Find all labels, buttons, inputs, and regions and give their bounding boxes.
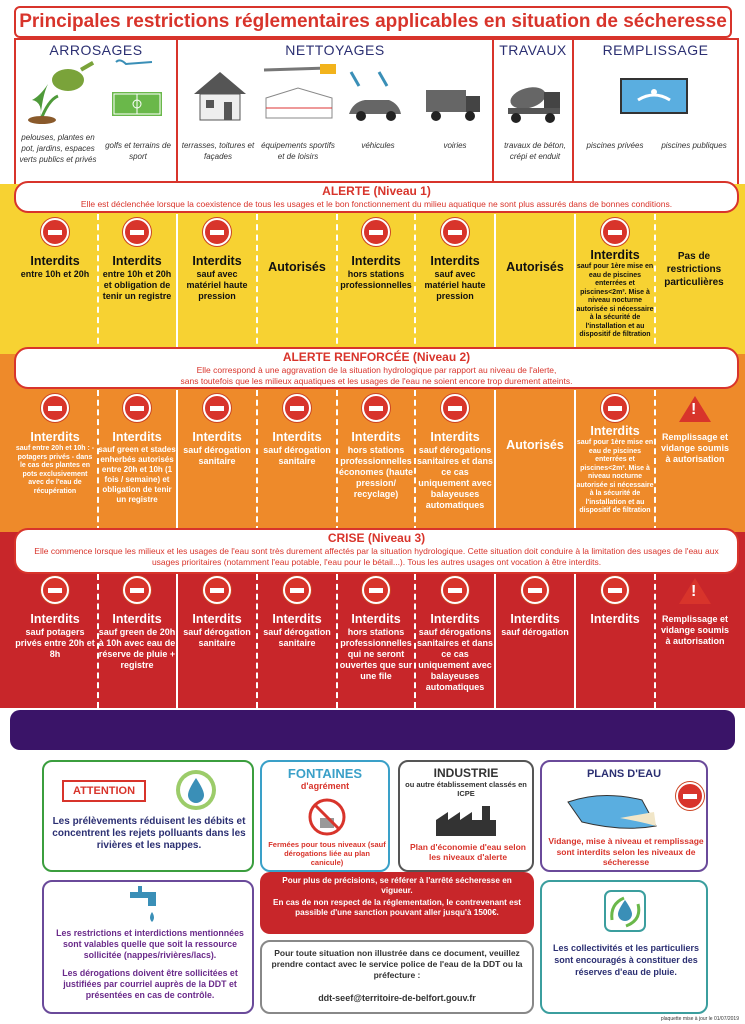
page-title: Principales restrictions réglementaires applicables en situation de sécheresse [14,6,732,38]
category-travaux-label: TRAVAUX [499,42,567,58]
crise-banner [14,528,739,574]
use-piscines-publiques: piscines publiques [661,141,727,150]
factory-icon [432,806,504,838]
category-remplissage-label: REMPLISSAGE [602,42,709,58]
alerte-banner [14,181,739,213]
use-golfs: golfs et terrains de sport [105,141,171,161]
alerte-description: Elle est déclenchée lorsque la coexistence de tous les usages et le bon fonctionnement du milieu aquatique ne sont plus assurés dans de bonnes conditions. [80,199,673,209]
alerte-cell-terrasses: Interdits sauf avec matériel haute pression [178,218,256,302]
renforcee-cell-piscines-publiques: ! Remplissage et vidange soumis à autorisation [658,396,732,465]
use-equipements: équipements sportifs et de loisirs [261,141,335,161]
renforcee-cell-pelouses: Interdits sauf entre 20h et 10h : - potagers privés - dans le cas des plantes en pots exclusivement avec de l'eau de récupération [14,394,96,496]
use-voiries: voiries [443,141,467,150]
contact-box [260,940,534,1014]
renforcee-cell-piscines-privees: Interdits sauf pour 1ère mise en eau de piscines enterrées et piscines<2m³. Mise à niveau nocturne autorisée si nécessaire à la sécurité de l'installation et au dispositif de filtration [576,394,654,516]
use-vehicules: véhicules [361,141,395,150]
no-entry-icon [521,576,549,604]
cement-mixer-icon [504,82,564,124]
industrie-title: INDUSTRIE [433,766,499,780]
restrictions-text-1: Les restrictions et interdictions mentionnées sont valables quelle que soit la ressource sollicitée (nappes/rivières/lacs). [56,928,244,960]
crise-description: Elle commence lorsque les milieux et les usages de l'eau sont très durement affectés par la situation hydrologique. Cette situation doit conduire à la limitation des usages de l'eau aux usages prioritaires (notamment l'eau potable, l'eau pour le bétail...). Tous les autres usages ont vocation à être interdits. [34,546,719,567]
fontaines-subtitle: d'agrément [300,781,350,791]
warning-icon: ! [679,578,711,604]
plans-eau-title: PLANS D'EAU [586,768,662,780]
alerte-cell-vehicules: Interdits hors stations professionnelles [338,218,414,291]
precisions-box [260,872,534,934]
fontaines-box [260,760,390,872]
watering-can-icon [18,56,96,124]
crise-cell-golfs: Interdits sauf green de 20h à 10h avec eau de réserve de pluie + registre [98,576,176,671]
use-pelouses: pelouses, plantes en pot, jardins, espaces verts publics et privés [19,133,97,164]
renforcee-cell-terrasses: Interdits sauf dérogation sanitaire [178,394,256,467]
no-entry-icon [283,394,311,422]
no-entry-icon [41,576,69,604]
football-field-icon [108,56,168,118]
attention-text: Les prélèvements réduisent les débits et concentrent les rejets polluants dans les rivières et les nappes. [52,816,246,851]
no-entry-icon [362,576,390,604]
attention-label: ATTENTION [62,780,146,802]
renforcee-cell-equipements: Interdits sauf dérogation sanitaire [258,394,336,467]
water-drop-icon [174,768,218,812]
renforcee-cell-golfs: Interdits sauf green et stades enherbés autorisés entre 20h et 10h (1 fois / semaine) et obligation de tenir un registre [98,394,176,505]
street-sweeper-icon [424,82,484,124]
crise-cell-terrasses: Interdits sauf dérogation sanitaire [178,576,256,649]
swimming-pool-icon [620,78,688,114]
no-entry-icon [123,394,151,422]
no-entry-icon [203,218,231,246]
crise-title: CRISE (Niveau 3) [327,531,426,545]
tap-icon [126,884,166,924]
category-nettoyages-label: NETTOYAGES [285,42,385,58]
renforcee-description-1: Elle correspond à une aggravation de la situation hydrologique par rapport au niveau de l'alerte, [196,365,557,375]
restrictions-box [42,880,254,1014]
plans-eau-text: Vidange, mise à niveau et remplissage sont interdits selon les niveaux de sécheresse [548,836,704,867]
alerte-title: ALERTE (Niveau 1) [322,184,431,198]
pressure-washer-icon [258,62,340,122]
renforcee-cell-vehicules: Interdits hors stations professionnelles économes (haute pression/ recyclage) [338,394,414,500]
no-entry-icon [601,394,629,422]
no-entry-icon [441,218,469,246]
no-entry-icon [441,576,469,604]
renforcee-banner [14,347,739,389]
plans-eau-box [540,760,708,872]
category-arrosages-label: ARROSAGES [49,42,143,58]
no-entry-icon [41,394,69,422]
crise-cell-piscines-privees: Interdits [576,576,654,627]
attention-box [42,760,254,872]
fontaines-title: FONTAINES [287,766,363,781]
no-entry-icon [123,576,151,604]
recycle-water-icon [604,890,646,932]
industrie-box [398,760,534,872]
warning-icon: ! [679,396,711,422]
industrie-subtitle: ou autre établissement classés en ICPE [405,780,527,798]
alerte-cell-voiries: Interdits sauf avec matériel haute pression [416,218,494,302]
purple-band [10,710,735,750]
use-terrasses: terrasses, toitures et façades [181,141,255,161]
collectivites-box [540,880,708,1014]
crise-cell-travaux: Interdits sauf dérogation [496,576,574,638]
alerte-cell-piscines-publiques: Pas de restrictions particulières [664,251,724,288]
crise-cell-equipements: Interdits sauf dérogation sanitaire [258,576,336,649]
restrictions-text-2: Les dérogations doivent être sollicitées et justifiées par courriel auprès de la DDT et présentées en cas de contrôle. [62,968,238,1000]
renforcee-cell-travaux: Autorisés [506,438,564,452]
footnote: plaquette mise à jour le 01/07/2019 [660,1016,739,1022]
car-icon [345,70,405,124]
alerte-cell-travaux: Autorisés [506,260,564,274]
crise-cell-pelouses: Interdits sauf potagers privés entre 20h et 8h [14,576,96,660]
use-travaux-beton: travaux de béton, crépi et enduit [504,141,566,161]
no-entry-icon [203,576,231,604]
house-icon [190,70,250,124]
alerte-cell-equipements: Autorisés [268,260,326,274]
crise-cell-piscines-publiques: ! Remplissage et vidange soumis à autorisation [658,578,732,647]
no-entry-icon [601,218,629,246]
no-entry-icon [362,218,390,246]
alerte-cell-golfs: Interdits entre 10h et 20h et obligation de tenir un registre [98,218,176,302]
precisions-text-1: Pour plus de précisions, se référer à l'arrêté sécheresse en vigueur. [282,876,512,895]
no-entry-icon [203,394,231,422]
alerte-cell-pelouses: Interdits entre 10h et 20h [14,218,96,280]
lake-icon [562,786,662,832]
no-entry-icon [41,218,69,246]
renforcee-description-2: sans toutefois que les milieux aquatiques et les usages de l'eau ne soient encore trop durement atteints. [180,376,573,386]
contact-email[interactable]: ddt-seef@territoire-de-belfort.gouv.fr [318,993,476,1003]
no-entry-icon [601,576,629,604]
alerte-cell-piscines-privees: Interdits sauf pour 1ère mise en eau de piscines enterrées et piscines<2m³. Mise à niveau nocturne autorisée si nécessaire à la sécurité de l'installation et au dispositif de filtration [576,218,654,340]
crise-cell-vehicules: Interdits hors stations professionnelles qui ne seront ouvertes que sur une file [338,576,414,682]
fontaines-text: Fermées pour tous niveaux (sauf dérogations liée au plan canicule) [268,840,386,867]
collectivites-text: Les collectivités et les particuliers sont encouragés à constituer des réserves d'eau de pluie. [552,943,700,977]
no-entry-icon [676,782,704,810]
renforcee-title: ALERTE RENFORCÉE (Niveau 2) [282,350,471,364]
industrie-text: Plan d'économie d'eau selon les niveaux d'alerte [410,842,526,862]
crise-cell-voiries: Interdits sauf dérogations sanitaires et dans ce cas uniquement avec balayeuses automatiques [416,576,494,693]
use-piscines-privees: piscines privées [586,141,644,150]
precisions-text-2: En cas de non respect de la réglementation, le contrevenant est passible d'une sanction pouvant aller jusqu'à 1500€. [273,898,521,917]
contact-text: Pour toute situation non illustrée dans ce document, veuillez prendre contact avec le service police de l'eau de la DDT ou la préfecture : [271,948,523,980]
no-entry-icon [362,394,390,422]
no-entry-icon [283,576,311,604]
no-entry-icon [441,394,469,422]
no-entry-icon [123,218,151,246]
renforcee-cell-voiries: Interdits sauf dérogations sanitaires et dans ce cas uniquement avec balayeuses automatiques [416,394,494,511]
fountain-prohibited-icon [308,798,346,836]
